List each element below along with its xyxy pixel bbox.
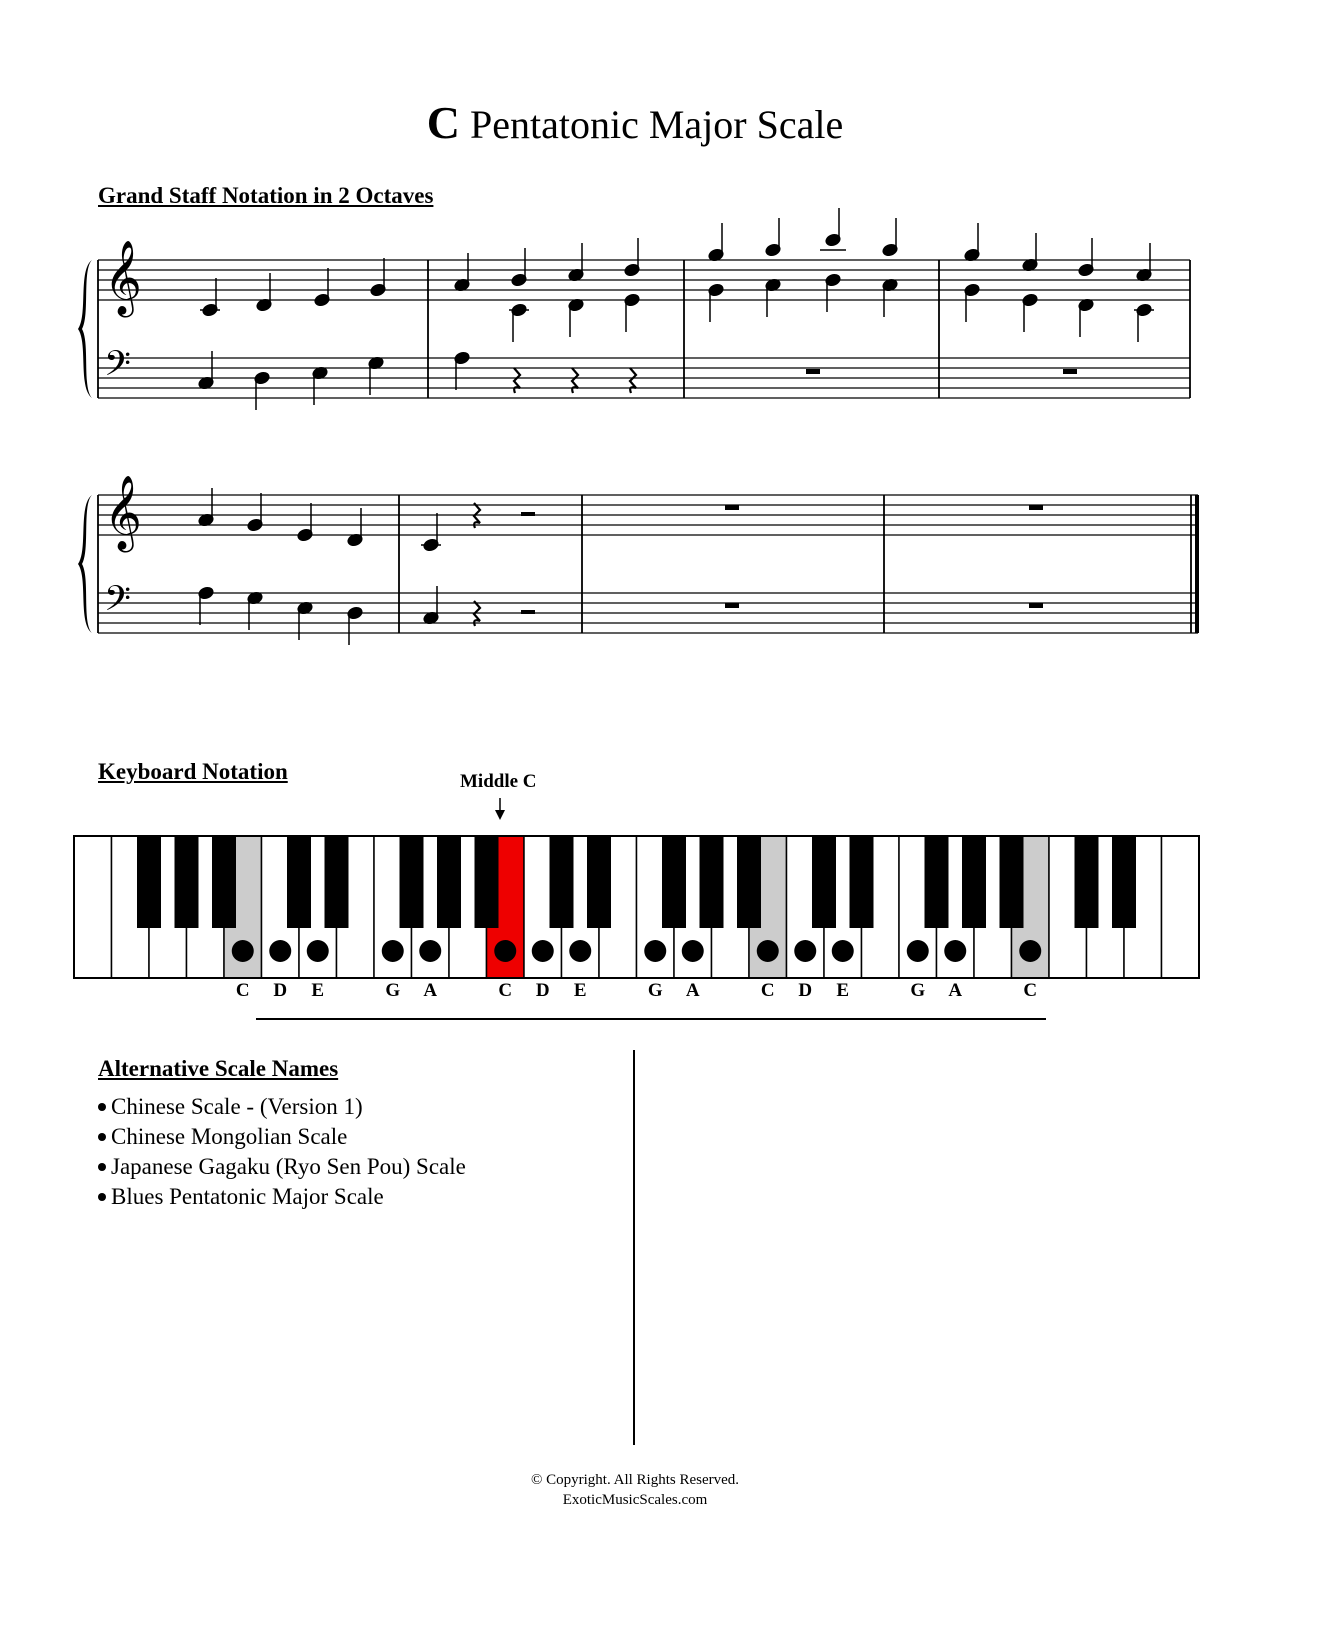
- black-key: [212, 836, 236, 928]
- copyright-text: © Copyright. All Rights Reserved.: [530, 1472, 740, 1488]
- note-marker-dot: [494, 940, 516, 962]
- black-key: [175, 836, 199, 928]
- black-key: [325, 836, 349, 928]
- treble-clef-icon: 𝄞: [104, 241, 142, 315]
- list-item: Chinese Scale - (Version 1): [98, 1092, 466, 1122]
- note-label: C: [1023, 980, 1038, 1001]
- section-divider: [256, 1018, 1046, 1020]
- brace-icon: [78, 495, 92, 633]
- column-divider: [633, 1050, 635, 1445]
- note-label: D: [273, 980, 288, 1001]
- bullet-icon: [98, 1103, 106, 1111]
- alternative-names-list: [98, 1092, 466, 1212]
- note-label: D: [798, 980, 813, 1001]
- white-key: [1162, 836, 1200, 978]
- rests: [474, 503, 1043, 626]
- footer: [0, 1470, 1270, 1510]
- note-marker-dot: [757, 940, 779, 962]
- bullet-icon: [98, 1163, 106, 1171]
- note-marker-dot: [232, 940, 254, 962]
- bass-notes: [198, 586, 440, 645]
- black-key: [850, 836, 874, 928]
- bullet-icon: [98, 1193, 106, 1201]
- note-marker-dot: [832, 940, 854, 962]
- note-marker-dot: [382, 940, 404, 962]
- black-key: [1075, 836, 1099, 928]
- note-label: C: [235, 980, 250, 1001]
- black-key: [925, 836, 949, 928]
- black-key: [587, 836, 611, 928]
- keyboard-notation-heading: Keyboard Notation: [98, 759, 288, 784]
- bass-clef-icon: 𝄢: [104, 578, 132, 627]
- black-key: [1112, 836, 1136, 928]
- grand-staff-system-1: [0, 200, 1333, 420]
- list-item: Japanese Gagaku (Ryo Sen Pou) Scale: [98, 1152, 466, 1182]
- note-marker-dot: [307, 940, 329, 962]
- black-key: [700, 836, 724, 928]
- white-key: [74, 836, 112, 978]
- note-label: G: [910, 980, 926, 1001]
- staff-notation-heading: Grand Staff Notation in 2 Octaves: [98, 183, 434, 208]
- staff-lines: [98, 495, 1198, 633]
- scale-name: Pentatonic Major Scale: [470, 102, 844, 147]
- black-key: [662, 836, 686, 928]
- note-marker-dot: [644, 940, 666, 962]
- note-marker-dot: [907, 940, 929, 962]
- bass-notes: [198, 351, 471, 410]
- black-key: [437, 836, 461, 928]
- note-label: E: [573, 980, 587, 1001]
- piano-keyboard: [0, 790, 1333, 1020]
- black-key: [550, 836, 574, 928]
- note-label: A: [948, 980, 963, 1001]
- black-key: [1000, 836, 1024, 928]
- treble-notes: [198, 488, 441, 552]
- page-title: [0, 96, 1270, 149]
- list-item: Chinese Mongolian Scale: [98, 1122, 466, 1152]
- note-marker-dot: [1019, 940, 1041, 962]
- alternative-names-heading: Alternative Scale Names: [98, 1056, 339, 1081]
- black-key: [737, 836, 761, 928]
- note-marker-dot: [569, 940, 591, 962]
- note-marker-dot: [269, 940, 291, 962]
- note-label: D: [535, 980, 550, 1001]
- note-label: G: [385, 980, 401, 1001]
- note-marker-dot: [532, 940, 554, 962]
- black-key: [137, 836, 161, 928]
- black-key: [287, 836, 311, 928]
- note-label: C: [498, 980, 513, 1001]
- treble-clef-icon: 𝄞: [104, 476, 142, 550]
- note-label: E: [836, 980, 850, 1001]
- treble-notes: [200, 208, 1154, 342]
- middle-c-label: Middle C: [460, 771, 537, 792]
- note-label: G: [647, 980, 663, 1001]
- bass-clef-icon: 𝄢: [104, 343, 132, 392]
- rests: [514, 368, 1077, 393]
- scale-key: C: [426, 97, 460, 148]
- brace-icon: [78, 260, 92, 398]
- black-key: [475, 836, 499, 928]
- barlines: [98, 495, 1197, 633]
- grand-staff-system-2: [0, 440, 1333, 660]
- note-labels: [236, 980, 1037, 1001]
- note-label: E: [311, 980, 325, 1001]
- black-key: [400, 836, 424, 928]
- note-label: A: [423, 980, 438, 1001]
- note-marker-dot: [794, 940, 816, 962]
- bullet-icon: [98, 1133, 106, 1141]
- note-label: C: [760, 980, 775, 1001]
- site-name: ExoticMusicScales.com: [562, 1492, 708, 1508]
- black-key: [812, 836, 836, 928]
- middle-c-arrow-icon: [495, 798, 505, 820]
- note-label: A: [685, 980, 700, 1001]
- note-marker-dot: [419, 940, 441, 962]
- black-key: [962, 836, 986, 928]
- note-marker-dot: [682, 940, 704, 962]
- note-marker-dot: [944, 940, 966, 962]
- list-item: Blues Pentatonic Major Scale: [98, 1182, 466, 1212]
